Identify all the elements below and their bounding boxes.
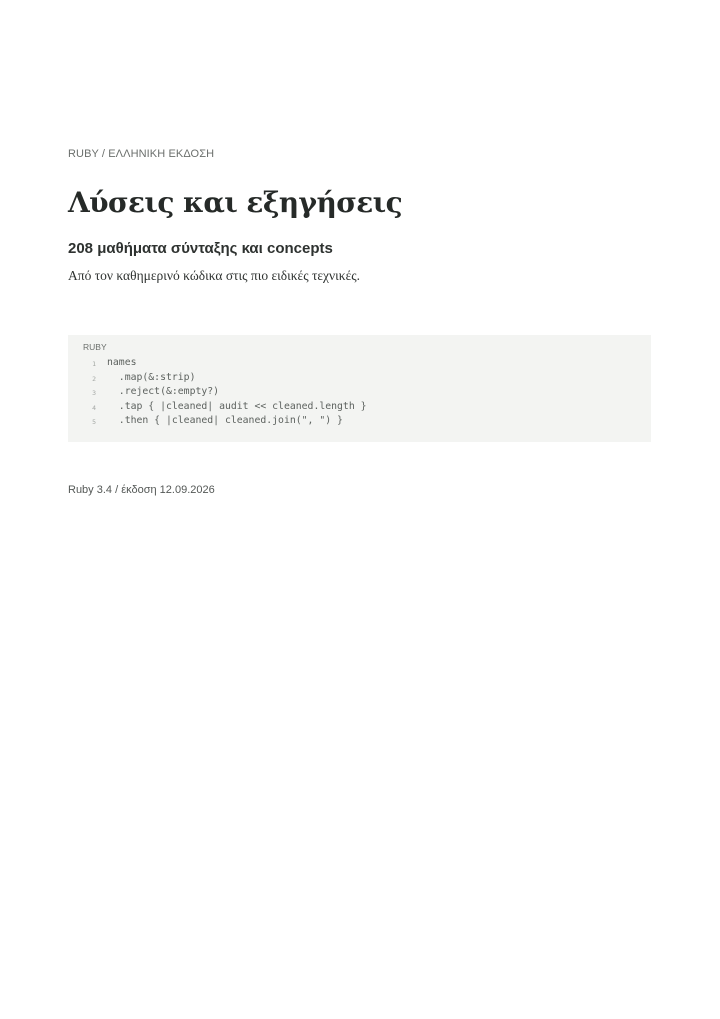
page-title: Λύσεις και εξηγήσεις bbox=[68, 186, 403, 219]
code-text: .tap { |cleaned| audit << cleaned.length } bbox=[107, 400, 367, 412]
section-eyebrow: RUBY / ΕΛΛΗΝΙΚΗ ΕΚΔΟΣΗ bbox=[68, 148, 215, 160]
version-note: Ruby 3.4 / έκδοση 12.09.2026 bbox=[68, 484, 215, 496]
code-text: .then { |cleaned| cleaned.join(", ") } bbox=[107, 415, 343, 427]
code-language-label: RUBY bbox=[83, 342, 107, 352]
code-line bbox=[68, 356, 367, 371]
code-block bbox=[68, 335, 651, 442]
code-line bbox=[68, 371, 367, 386]
code-text: names bbox=[107, 357, 137, 368]
code-text: .reject(&:empty?) bbox=[107, 386, 220, 398]
code-line bbox=[68, 414, 367, 429]
line-number: 3 bbox=[92, 389, 96, 398]
code-lines bbox=[68, 356, 367, 429]
line-number: 2 bbox=[92, 374, 96, 383]
line-number: 1 bbox=[92, 360, 96, 368]
line-number: 4 bbox=[92, 403, 96, 412]
code-text: .map(&:strip) bbox=[107, 371, 196, 383]
page-subtitle: 208 μαθήματα σύνταξης και concepts bbox=[68, 240, 333, 257]
page-lede: Από τον καθημερινό κώδικα στις πιο ειδικές τεχνικές. bbox=[68, 268, 360, 283]
code-line bbox=[68, 385, 367, 400]
line-number: 5 bbox=[92, 418, 96, 427]
code-line bbox=[68, 400, 367, 415]
